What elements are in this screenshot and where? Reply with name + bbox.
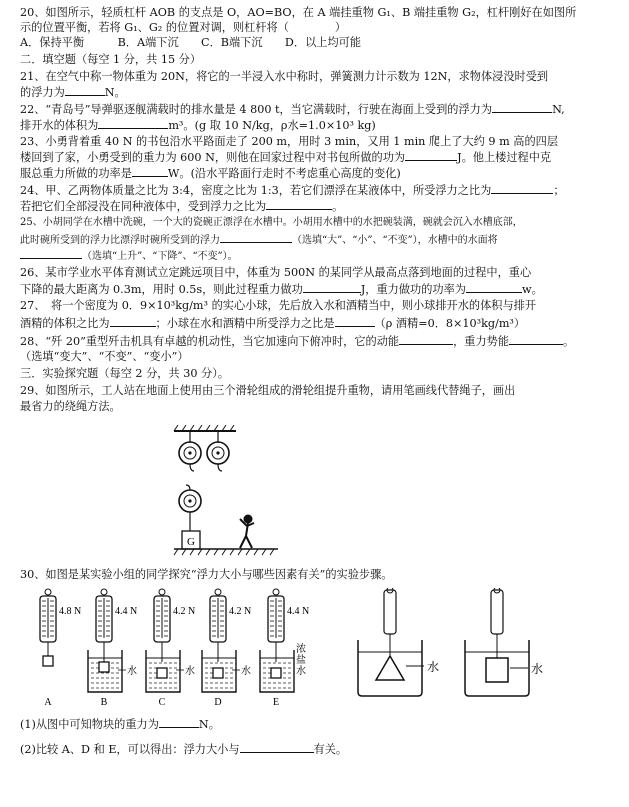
- buoyancy-experiment-figure: [30, 588, 595, 708]
- scale-reading-e: 4.4 N: [287, 606, 310, 617]
- scale-reading-a: 4.8 N: [59, 606, 82, 617]
- q28-blank-1[interactable]: [399, 334, 453, 345]
- q27-line2: [20, 316, 525, 330]
- q23-blank-1[interactable]: [405, 150, 457, 161]
- q23-text-2: 楼回到了家，小勇受到的重力为 600 N，则他在回家过程中对书包所做的功为: [20, 151, 406, 164]
- spring-scale-setup-e: [260, 589, 309, 708]
- water-label: 水: [185, 666, 195, 677]
- q30-sub1-text: (1)从图中可知物块的重力为: [20, 718, 159, 731]
- section-2-heading: 二．填空题（每空 1 分，共 15 分）: [20, 53, 202, 66]
- q23-text-3: J。他上楼过程中克: [457, 151, 552, 164]
- block-object: [213, 668, 223, 678]
- q27-blank-1[interactable]: [110, 316, 156, 327]
- setup-label-e: E: [272, 697, 280, 708]
- q28-text-2: ，重力势能: [453, 335, 510, 348]
- q20-line1: 20、如图所示，轻质杠杆 AOB 的支点是 O，AO=BO，在 A 端挂重物 G₁、B 端挂重物 G₂，杠杆刚好在如图所: [20, 6, 577, 19]
- block-object: [99, 662, 109, 672]
- q21-line2: [20, 85, 126, 99]
- q27-blank-2[interactable]: [335, 316, 375, 327]
- q24-punct-2: 。: [332, 200, 344, 213]
- q22-blank-2[interactable]: [98, 118, 168, 129]
- q23-text-5: W。(沿水平路面行走时不考虑重心高度的变化): [167, 167, 401, 180]
- q22-blank-1[interactable]: [492, 102, 552, 113]
- setup-label-c: C: [158, 697, 166, 708]
- q30-sub1-unit: N。: [198, 718, 220, 731]
- q28-blank-2[interactable]: [509, 334, 563, 345]
- q25-text-3: （选填“大”、“小”、“不变”），水槽中的水面将: [292, 235, 498, 246]
- q21-blank[interactable]: [65, 85, 105, 96]
- q24-line2: [20, 199, 343, 213]
- q24-text-2: 若把它们全部浸没在同种液体中，受到浮力之比为: [20, 200, 267, 213]
- q23-line3: [20, 166, 401, 180]
- scale-reading-b: 4.4 N: [115, 606, 138, 617]
- water-label-beaker-1: 水: [427, 660, 440, 674]
- setup-label-d: D: [214, 697, 222, 708]
- q22-unit-2: m³。(g 取 10 N/kg，ρ水=1.0×10³ kg): [168, 119, 376, 132]
- q27-text-3: ；小球在水和酒精中所受浮力之比是: [155, 317, 335, 330]
- q26-unit: w。: [522, 283, 543, 296]
- saltwater-label-3: 水: [296, 666, 306, 677]
- q25-blank-1[interactable]: [220, 232, 292, 243]
- pulley-system-figure: [160, 425, 290, 565]
- q30-sub1: [20, 717, 220, 731]
- q25-line1: 25、小胡同学在水槽中洗碗，一个大的瓷碗正漂浮在水槽中。小胡用水槽中的水把碗装满，碗就会沉入水槽底部，: [20, 217, 523, 228]
- q29-line2: 最省力的绕绳方法。: [20, 400, 121, 413]
- scale-reading-c: 4.2 N: [173, 606, 196, 617]
- water-label: 水: [241, 666, 251, 677]
- q25-blank-2[interactable]: [20, 248, 82, 259]
- q25-line2: [20, 232, 498, 247]
- q20-options: A．保持平衡 B．A端下沉 C．B端下沉 D．以上均可能: [20, 36, 362, 49]
- q30-sub1-blank[interactable]: [159, 717, 199, 728]
- q30-sub2-tail: 有关。: [313, 743, 348, 756]
- q22-line2: [20, 118, 376, 132]
- q24-blank-1[interactable]: [491, 183, 553, 194]
- weight-label: G: [187, 536, 195, 548]
- spring-scale-setup-a: [40, 589, 81, 708]
- q22-line1: [20, 102, 565, 116]
- spring-scale-setup-b: [88, 589, 137, 708]
- q21-text: 的浮力为: [20, 86, 65, 99]
- q27-line1: 27、 将一个密度为 0．9×10³kg/m³ 的实心小球，先后放入水和酒精当中，则小球排开水的体积与排开: [20, 299, 537, 312]
- q25-text-4: （选填“上升”、“下降”、“不变”）。: [82, 251, 238, 262]
- q28-punct: 。: [563, 335, 575, 348]
- q28-text: 28、“歼 20”重型歼击机具有卓越的机动性，当它加速向下俯冲时，它的动能: [20, 335, 400, 348]
- q20-stem: 示的位置平衡，若将 G₁、G₂ 的位置对调，则杠杆将（: [20, 21, 289, 34]
- q24-punct-1: ；: [553, 184, 565, 197]
- q25-line3: [20, 248, 238, 263]
- spring-scale-setup-d: [202, 589, 251, 708]
- q27-text-2: 酒精的体积之比为: [20, 317, 110, 330]
- q20-line2: [20, 21, 346, 34]
- q26-blank-2[interactable]: [466, 282, 522, 293]
- saltwater-label: 浓: [296, 644, 306, 655]
- q26-text-3: J，重力做功的功率为: [360, 283, 466, 296]
- q23-blank-2[interactable]: [132, 166, 168, 177]
- q24-blank-2[interactable]: [266, 199, 332, 210]
- q30-title: 30、如图是某实验小组的同学探究“浮力大小与哪些因素有关”的实验步骤。: [20, 568, 393, 581]
- scale-reading-d: 4.2 N: [229, 606, 252, 617]
- q22-text-2: 排开水的体积为: [20, 119, 99, 132]
- q30-sub2: [20, 742, 347, 756]
- q23-line2: [20, 150, 551, 164]
- q24-text: 24、甲、乙两物体质量之比为 3:4，密度之比为 1:3，若它们漂浮在某液体中，所受浮力之比为: [20, 184, 492, 197]
- water-label-beaker-2: 水: [531, 662, 544, 676]
- q26-line1: 26、某市学业水平体育测试立定跳远项目中，体重为 500N 的某同学从最高点落到地面的过程中，重心: [20, 266, 532, 279]
- q26-text-2: 下降的最大距离为 0.3m，用时 0.5s，则此过程重力做功: [20, 283, 303, 296]
- q24-line1: [20, 183, 565, 197]
- q28-line2: （选填“变大”、“不变”、“变小”）: [20, 350, 189, 363]
- water-label: 水: [127, 666, 137, 677]
- block-object: [43, 656, 53, 666]
- beaker-rectangle-setup: [465, 588, 543, 696]
- q21-line1: 21、在空气中称一物体重为 20N，将它的一半浸入水中称时，弹簧测力计示数为 12N，求物体浸没时受到: [20, 70, 549, 83]
- q28-line1: [20, 334, 574, 348]
- block-object: [271, 668, 281, 678]
- block-object: [157, 668, 167, 678]
- q21-unit: N。: [104, 86, 126, 99]
- rectangle-object: [486, 658, 508, 682]
- q26-blank-1[interactable]: [303, 282, 361, 293]
- q30-sub2-text: (2)比较 A、D 和 E，可以得出：浮力大小与: [20, 743, 240, 756]
- q23-line1: 23、小勇背着重 40 N 的书包沿水平路面走了 200 m，用时 3 min，又用 1 min 爬上了大约 9 m 高的四层: [20, 135, 559, 148]
- q30-sub2-blank[interactable]: [240, 742, 314, 753]
- q20-paren: ）: [334, 21, 347, 34]
- spring-scale-setup-c: [146, 589, 195, 708]
- setup-label-a: A: [44, 697, 52, 708]
- q22-unit-1: N,: [552, 103, 565, 116]
- q26-line2: [20, 282, 543, 296]
- beaker-triangle-setup: [358, 588, 439, 696]
- saltwater-label-2: 盐: [296, 655, 306, 666]
- setup-label-b: B: [100, 697, 108, 708]
- q23-text-4: 服总重力所做的功率是: [20, 167, 132, 180]
- q27-text-4: （ρ 酒精=0．8×10³kg/m³）: [374, 317, 526, 330]
- triangle-object: [376, 656, 404, 680]
- q22-text: 22、“青岛号”导弹驱逐舰满载时的排水量是 4 800 t，当它满载时，行驶在海面上受到的浮力为: [20, 103, 493, 116]
- section-3-heading: 三．实验探究题（每空 2 分，共 30 分）。: [20, 367, 229, 380]
- q25-text-2: 此时碗所受到的浮力比漂浮时碗所受到的浮力: [20, 235, 220, 246]
- worker-icon: [240, 516, 254, 549]
- q29-line1: 29、如图所示，工人站在地面上使用由三个滑轮组成的滑轮组提升重物，请用笔画线代替绳子，画出: [20, 384, 516, 397]
